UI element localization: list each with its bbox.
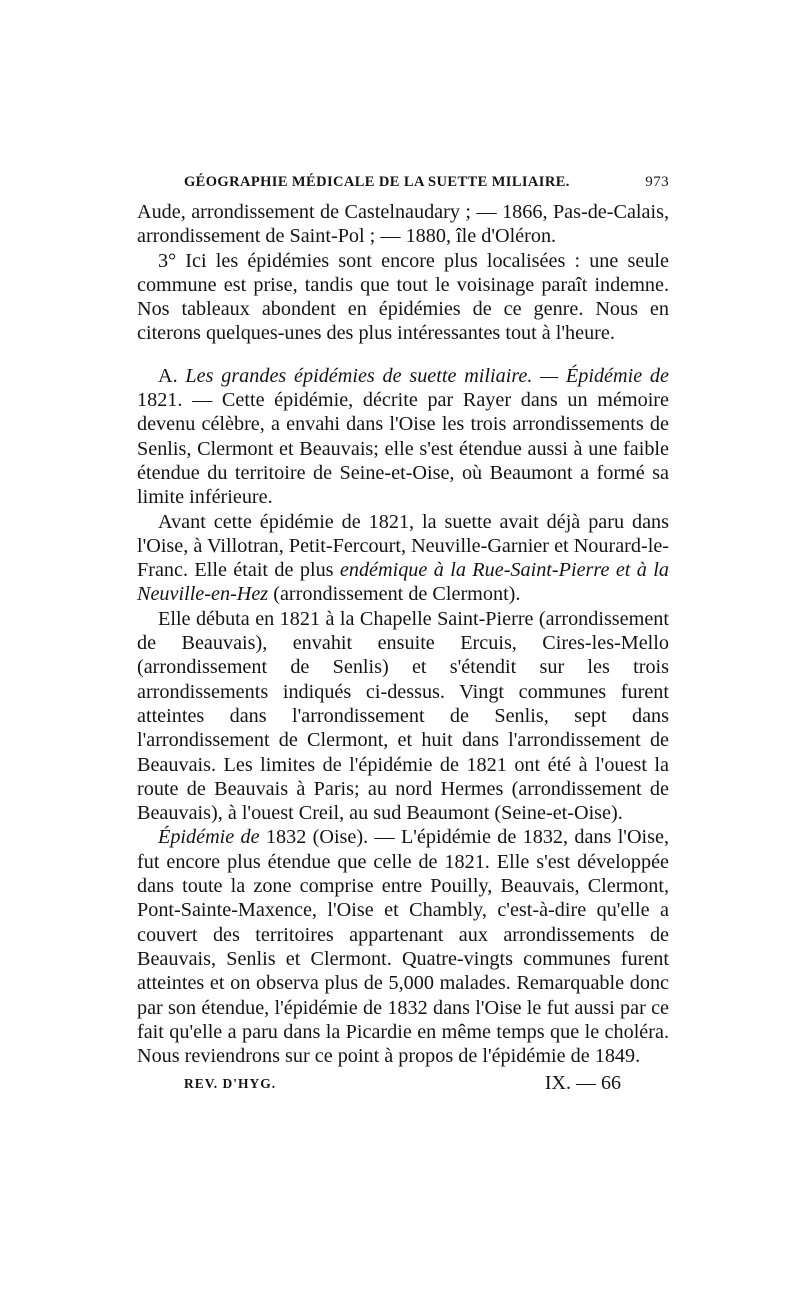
journal-signature: REV. D'HYG. (184, 1076, 277, 1092)
section-title: Les grandes épidémies de suette miliaire. — Épidémie de (185, 364, 669, 387)
paragraph-4-end: (arrondissement de Clermont). (268, 583, 521, 606)
page-number: 973 (645, 174, 669, 190)
paragraph-4-italic: endémique à la Rue-Saint-Pierre et à la Neuville-en-Hez (137, 559, 669, 606)
section-letter: A. (158, 364, 186, 387)
gathering-signature: IX. — 66 (544, 1072, 621, 1095)
paragraph-6 (137, 825, 669, 1068)
page-content (137, 172, 669, 1104)
running-title: GÉOGRAPHIE MÉDICALE DE LA SUETTE MILIAIRE. (184, 174, 570, 190)
section-body: . — Cette épidémie, décrite par Rayer dans un mémoire devenu célèbre, a envahi dans l'Oise les trois arrondissements de Senlis, Clermont et Beauvais; elle s'est étendue aussi à une faible étendue du territoire de Seine-et-Oise, où Beaumont a formé sa limite inférieure. (137, 389, 669, 509)
page-footer (137, 1074, 669, 1104)
section-heading-paragraph (137, 364, 669, 510)
paragraph-4 (137, 510, 669, 607)
paragraph-2: 3° Ici les épidémies sont encore plus localisées : une seule commune est prise, tandis que tout le voisinage paraît indemne. Nos tableaux abondent en épidémies de ce genre. Nous en citerons quelques-unes des plus intéressantes tout à l'heure. (137, 249, 669, 345)
paragraph-1: Aude, arrondissement de Castelnaudary ; — 1866, Pas-de-Calais, arrondissement de Saint-Pol ; — 1880, île d'Oléron. (137, 201, 669, 248)
running-header (137, 172, 669, 200)
paragraph-5: Elle débuta en 1821 à la Chapelle Saint-Pierre (arrondissement de Beauvais), envahit ensuite Ercuis, Cires-les-Mello (arrondissement de Senlis) et s'étendit sur les trois arrondissements indiqués ci-dessus. Vingt communes furent atteintes dans l'arrondissement de Senlis, sept dans l'arrondissement de Clermont, et huit dans l'arrondissement de Beauvais. Les limites de l'épidémie de 1821 ont été à l'ouest la route de Beauvais à Paris; au nord Hermes (arrondissement de Beauvais), à l'ouest Creil, au sud Beaumont (Seine-et-Oise). (137, 607, 669, 825)
paragraph-4-text: Avant cette épidémie de 1821, la suette avait déjà paru dans l'Oise, à Villotran, Petit-Fercourt, Neuville-Garnier et Nourard-le-Franc. Elle était de plus (137, 510, 669, 582)
section-year: 1821 (137, 389, 178, 412)
body-text (137, 200, 669, 1068)
paragraph-6-text: 1832 (Oise). — L'épidémie de 1832, dans l'Oise, fut encore plus étendue que celle de 1821. Elle s'est développée dans toute la zone comprise entre Pouilly, Beauvais, Clermont, Pont-Sainte-Maxence, l'Oise et Chambly, c'est-à-dire qu'elle a couvert des territoires appartenant aux arrondissements de Beauvais, Senlis et Clermont. Quatre-vingts communes furent atteintes et on observa plus de 5,000 malades. Remarquable donc par son étendue, l'épidémie de 1832 dans l'Oise le fut aussi par ce fait qu'elle a paru dans la Picardie en même temps que le choléra. Nous reviendrons sur ce point à propos de l'épidémie de 1849. (137, 826, 669, 1068)
paragraph-6-italic: Épidémie de (158, 826, 260, 849)
